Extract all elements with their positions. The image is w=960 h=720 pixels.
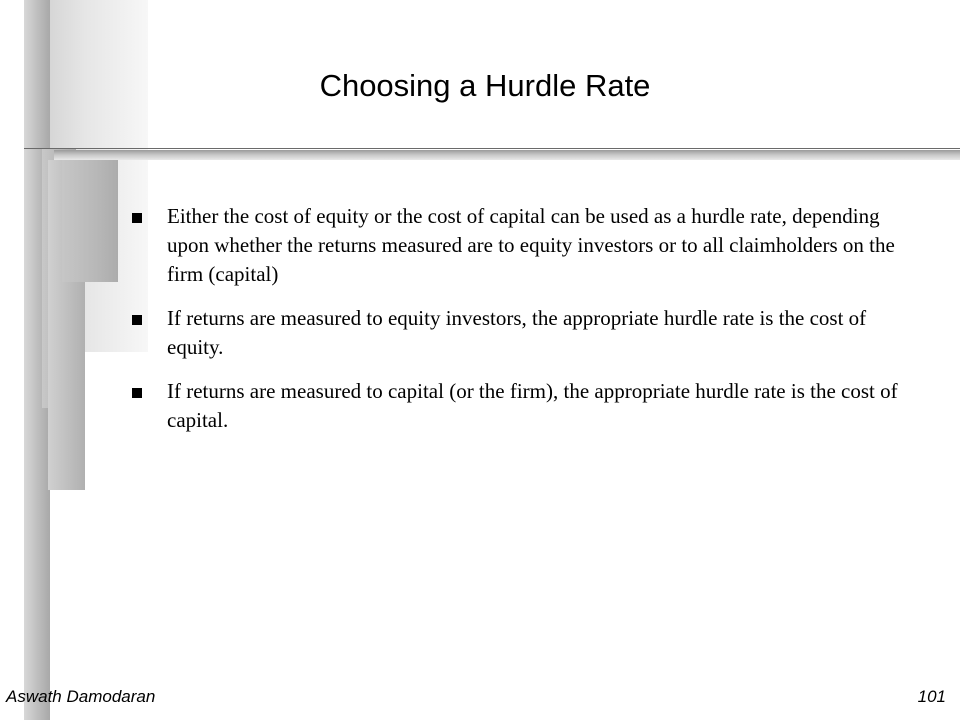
bullet-text: Either the cost of equity or the cost of capital can be used as a hurdle rate, depending upon whether the returns measured are to equity investors or to all claimholders on the firm (capital) bbox=[167, 204, 895, 286]
square-bullet-icon bbox=[132, 388, 142, 398]
page-number: 101 bbox=[917, 687, 946, 706]
footer-author: Aswath Damodaran bbox=[6, 687, 156, 706]
bullet-item bbox=[130, 202, 920, 289]
title-divider-thin bbox=[24, 148, 960, 149]
bullet-text: If returns are measured to capital (or the firm), the appropriate hurdle rate is the cost of capital. bbox=[167, 379, 898, 432]
bullet-text: If returns are measured to equity investors, the appropriate hurdle rate is the cost of equity. bbox=[167, 306, 867, 359]
title-divider-thick bbox=[54, 150, 960, 160]
decorative-bar-inner bbox=[62, 160, 118, 282]
bullet-list bbox=[130, 202, 920, 450]
square-bullet-icon bbox=[132, 315, 142, 325]
bullet-item bbox=[130, 304, 920, 362]
square-bullet-icon bbox=[132, 213, 142, 223]
bullet-item bbox=[130, 377, 920, 435]
slide-title: Choosing a Hurdle Rate bbox=[319, 68, 651, 103]
